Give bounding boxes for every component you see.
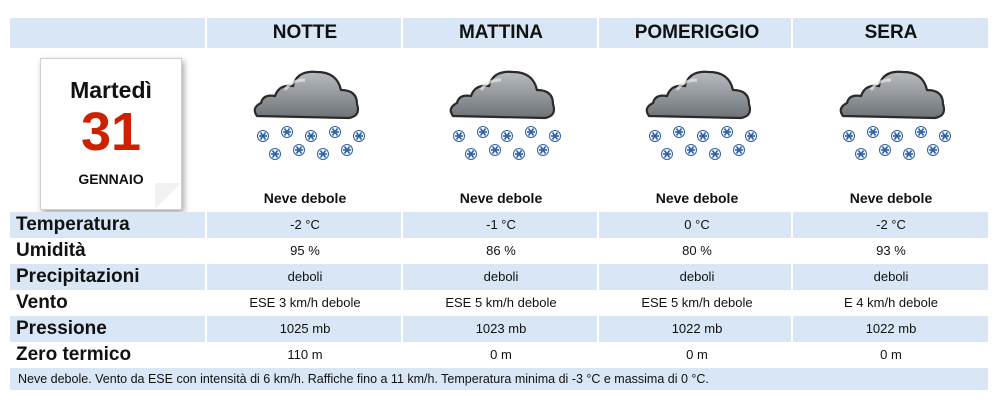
cell: 86 % bbox=[486, 243, 516, 258]
row-humidity bbox=[10, 238, 988, 264]
cell: deboli bbox=[287, 269, 323, 284]
snowflake-icon bbox=[880, 145, 891, 156]
cell: 1022 mb bbox=[671, 321, 723, 336]
snowflake-icon bbox=[466, 149, 477, 160]
snowflake-icon bbox=[734, 145, 745, 156]
snowflake-icon bbox=[746, 131, 757, 142]
snowflake-icon bbox=[502, 131, 513, 142]
column-header-afternoon: POMERIGGIO bbox=[634, 22, 760, 43]
snowflake-icon bbox=[538, 145, 549, 156]
cell: 95 % bbox=[290, 243, 320, 258]
snowflake-icon bbox=[940, 131, 951, 142]
row-label: Vento bbox=[16, 292, 68, 313]
page-curl bbox=[155, 183, 181, 209]
cell: 1022 mb bbox=[865, 321, 917, 336]
row-label: Zero termico bbox=[16, 344, 132, 365]
snowflake-icon bbox=[844, 131, 855, 142]
cell: deboli bbox=[679, 269, 715, 284]
cell: ESE 5 km/h debole bbox=[445, 295, 557, 310]
date-card bbox=[40, 58, 182, 210]
snowflake-icon bbox=[294, 145, 305, 156]
snowflake-icon bbox=[514, 149, 525, 160]
snowflake-icon bbox=[662, 149, 673, 160]
cell: 0 m bbox=[880, 347, 902, 362]
row-label: Precipitazioni bbox=[16, 266, 140, 287]
snowflake-icon bbox=[330, 127, 341, 138]
snowflake-icon bbox=[698, 131, 709, 142]
snowflake-icon bbox=[282, 127, 293, 138]
snowflake-icon bbox=[550, 131, 561, 142]
row-label: Umidità bbox=[16, 240, 86, 261]
cell: 0 °C bbox=[684, 217, 710, 232]
snowflake-icon bbox=[318, 149, 329, 160]
snowflake-icon bbox=[674, 127, 685, 138]
snowflake-icon bbox=[686, 145, 697, 156]
header-bar bbox=[10, 18, 988, 48]
condition-morning: Neve debole bbox=[459, 190, 543, 206]
snowflake-icon bbox=[454, 131, 465, 142]
row-freezing-level bbox=[10, 342, 988, 368]
column-header-morning: MATTINA bbox=[458, 22, 544, 43]
snowflake-icon bbox=[868, 127, 879, 138]
cell: -2 °C bbox=[876, 217, 906, 232]
row-temperature bbox=[10, 212, 988, 238]
condition-night: Neve debole bbox=[263, 190, 347, 206]
cell: deboli bbox=[873, 269, 909, 284]
summary-text: Neve debole. Vento da ESE con intensità di 6 km/h. Raffiche fino a 11 km/h. Temperatura minima di -3 °C e massima di 0 °C. bbox=[18, 372, 709, 386]
cell: E 4 km/h debole bbox=[844, 295, 938, 310]
column-header-night: NOTTE bbox=[272, 22, 338, 43]
snowflake-icon bbox=[856, 149, 867, 160]
snowflake-icon bbox=[342, 145, 353, 156]
snow-cloud-icon bbox=[831, 56, 951, 176]
forecast-summary bbox=[10, 368, 988, 390]
snow-cloud-icon bbox=[245, 56, 365, 176]
snow-cloud-icon bbox=[441, 56, 561, 176]
cell: 110 m bbox=[287, 347, 323, 362]
cell: ESE 3 km/h debole bbox=[249, 295, 361, 310]
snowflake-icon bbox=[904, 149, 915, 160]
snowflake-icon bbox=[270, 149, 281, 160]
date-month: GENNAIO bbox=[78, 171, 144, 187]
cell: 0 m bbox=[686, 347, 708, 362]
condition-afternoon: Neve debole bbox=[655, 190, 739, 206]
cell: 93 % bbox=[876, 243, 906, 258]
snowflake-icon bbox=[650, 131, 661, 142]
row-wind bbox=[10, 290, 988, 316]
cell: -2 °C bbox=[290, 217, 320, 232]
row-pressure bbox=[10, 316, 988, 342]
condition-evening: Neve debole bbox=[849, 190, 933, 206]
row-label: Pressione bbox=[16, 318, 107, 339]
cell: 0 m bbox=[490, 347, 512, 362]
cell: 1023 mb bbox=[475, 321, 527, 336]
cell: 1025 mb bbox=[279, 321, 331, 336]
snowflake-icon bbox=[306, 131, 317, 142]
snowflake-icon bbox=[892, 131, 903, 142]
snowflake-icon bbox=[928, 145, 939, 156]
row-precipitation bbox=[10, 264, 988, 290]
snowflake-icon bbox=[722, 127, 733, 138]
column-header-evening: SERA bbox=[864, 22, 918, 43]
snowflake-icon bbox=[916, 127, 927, 138]
cell: ESE 5 km/h debole bbox=[641, 295, 753, 310]
cell: deboli bbox=[483, 269, 519, 284]
snowflake-icon bbox=[478, 127, 489, 138]
date-day: 31 bbox=[80, 102, 142, 162]
cell: 80 % bbox=[682, 243, 712, 258]
snowflake-icon bbox=[490, 145, 501, 156]
date-weekday: Martedì bbox=[70, 77, 152, 103]
snowflake-icon bbox=[354, 131, 365, 142]
snowflake-icon bbox=[710, 149, 721, 160]
snowflake-icon bbox=[258, 131, 269, 142]
cell: -1 °C bbox=[486, 217, 516, 232]
snowflake-icon bbox=[526, 127, 537, 138]
snow-cloud-icon bbox=[637, 56, 757, 176]
row-label: Temperatura bbox=[16, 214, 130, 235]
